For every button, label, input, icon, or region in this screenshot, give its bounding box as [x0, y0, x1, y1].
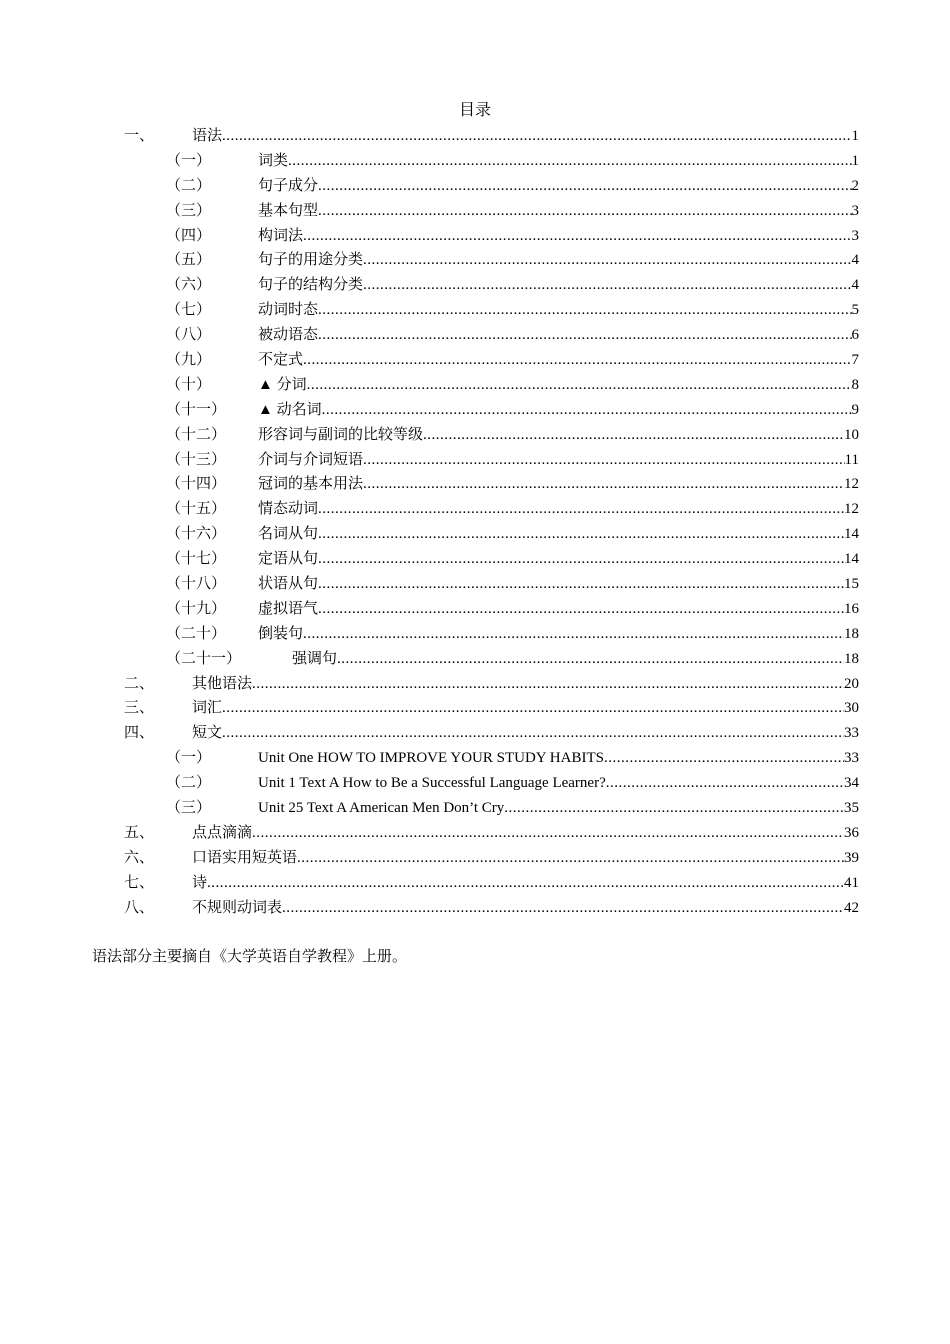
toc-dot-leader — [318, 298, 851, 323]
toc-entry-page-number[interactable]: 34 — [844, 775, 859, 792]
toc-entry-line — [258, 323, 859, 348]
toc-entry-number: 五、 — [124, 824, 155, 841]
toc-entry[interactable] — [0, 846, 950, 871]
toc-entry-line — [258, 298, 859, 323]
toc-entry-number: （四） — [166, 227, 212, 244]
toc-entry-line — [258, 497, 859, 522]
toc-entry[interactable] — [0, 348, 950, 373]
toc-entry[interactable] — [0, 896, 950, 921]
toc-dot-leader — [297, 846, 844, 871]
toc-entry-page-number[interactable]: 1 — [851, 152, 859, 169]
toc-entry-label[interactable]: 句子的结构分类 — [258, 277, 364, 294]
toc-dot-leader — [337, 647, 844, 672]
toc-entry-label[interactable]: 状语从句 — [258, 576, 319, 593]
toc-entry-line — [258, 199, 859, 224]
toc-entry[interactable] — [0, 398, 950, 423]
toc-entry-page-number[interactable]: 30 — [844, 700, 859, 717]
toc-dot-leader — [282, 896, 844, 921]
toc-dot-leader — [222, 124, 851, 149]
toc-entry-line — [258, 174, 859, 199]
toc-entry-label[interactable]: 基本句型 — [258, 202, 319, 219]
toc-dot-leader — [252, 821, 844, 846]
toc-entry-line — [258, 622, 859, 647]
toc-entry-number: （十二） — [166, 426, 227, 443]
toc-entry[interactable] — [0, 647, 950, 672]
toc-entry[interactable] — [0, 174, 950, 199]
toc-entry-line — [258, 348, 859, 373]
toc-entry-page-number[interactable]: 14 — [844, 551, 859, 568]
toc-entry-number: 四、 — [124, 725, 155, 742]
toc-entry-page-number[interactable]: 8 — [851, 376, 859, 393]
toc-entry-line — [258, 746, 859, 771]
toc-entry-page-number[interactable]: 14 — [844, 526, 859, 543]
toc-entry-number: 八、 — [124, 899, 155, 916]
toc-entry[interactable] — [0, 547, 950, 572]
toc-entry-number: （二十一） — [166, 650, 242, 667]
toc-dot-leader — [318, 547, 844, 572]
toc-entry-page-number[interactable]: 33 — [844, 750, 859, 767]
toc-entry[interactable] — [0, 248, 950, 273]
toc-entry-label[interactable]: 诗 — [192, 874, 208, 891]
toc-entry[interactable] — [0, 746, 950, 771]
toc-entry-line — [258, 423, 859, 448]
toc-entry-label[interactable]: 构词法 — [258, 227, 304, 244]
toc-dot-leader — [207, 871, 844, 896]
toc-entry-page-number[interactable]: 5 — [851, 302, 859, 319]
toc-entry[interactable] — [0, 149, 950, 174]
toc-entry-label[interactable]: 形容词与副词的比较等级 — [258, 426, 424, 443]
toc-entry-line — [192, 896, 859, 921]
toc-entry-number: （五） — [166, 252, 212, 269]
toc-entry-number: （六） — [166, 277, 212, 294]
toc-dot-leader — [318, 497, 844, 522]
page-title: 目录 — [458, 102, 491, 119]
toc-dot-leader — [504, 796, 844, 821]
toc-entry-number: （八） — [166, 327, 212, 344]
toc-entry-number: （三） — [166, 202, 212, 219]
toc-entry[interactable] — [0, 821, 950, 846]
footer-note: 语法部分主要摘自《大学英语自学教程》上册。 — [92, 949, 408, 965]
toc-entry-number: （十四） — [166, 476, 227, 493]
toc-dot-leader — [604, 746, 844, 771]
toc-entry-line — [292, 647, 859, 672]
toc-entry-page-number[interactable]: 20 — [844, 675, 859, 692]
toc-entry-line — [192, 871, 859, 896]
toc-entry-number: 七、 — [124, 874, 155, 891]
toc-entry-line — [192, 124, 859, 149]
toc-entry-line — [258, 373, 859, 398]
toc-entry[interactable] — [0, 796, 950, 821]
toc-entry-label[interactable]: 被动语态 — [258, 327, 319, 344]
toc-entry[interactable] — [0, 423, 950, 448]
toc-entry[interactable] — [0, 298, 950, 323]
toc-entry-label[interactable]: ▲ 动名词 — [258, 401, 322, 418]
toc-entry-line — [192, 821, 859, 846]
toc-entry-page-number[interactable]: 12 — [844, 476, 859, 493]
toc-entry-label[interactable]: 句子成分 — [258, 177, 319, 194]
toc-entry-label[interactable]: Unit One HOW TO IMPROVE YOUR STUDY HABITS — [258, 750, 604, 767]
toc-entry-label[interactable]: Unit 1 Text A How to Be a Successful Language Learner? — [258, 775, 606, 792]
toc-dot-leader — [318, 522, 844, 547]
toc-entry-line — [258, 224, 859, 249]
toc-dot-leader — [222, 696, 844, 721]
toc-dot-leader — [363, 472, 844, 497]
toc-entry-page-number[interactable]: 18 — [844, 650, 859, 667]
toc-dot-leader — [606, 771, 844, 796]
toc-entry-number: （一） — [166, 750, 212, 767]
toc-entry-page-number[interactable]: 4 — [851, 252, 859, 269]
toc-entry-number: （三） — [166, 800, 212, 817]
toc-entry-number: 三、 — [124, 700, 155, 717]
toc-entry-number: （九） — [166, 352, 212, 369]
toc-dot-leader — [318, 597, 844, 622]
toc-entry-label[interactable]: 语法 — [192, 128, 223, 144]
toc-entry-line — [258, 796, 859, 821]
toc-entry[interactable] — [0, 597, 950, 622]
toc-entry[interactable] — [0, 224, 950, 249]
toc-entry-page-number[interactable]: 18 — [844, 625, 859, 642]
toc-dot-leader — [303, 622, 844, 647]
toc-entry-page-number[interactable]: 9 — [851, 401, 859, 418]
toc-entry-line — [192, 672, 859, 697]
toc-dot-leader — [252, 672, 844, 697]
toc-entry-page-number[interactable]: 4 — [851, 277, 859, 294]
toc-entry-line — [258, 547, 859, 572]
toc-entry-page-number[interactable]: 16 — [844, 600, 859, 617]
toc-dot-leader — [318, 323, 851, 348]
toc-entry-number: （二） — [166, 775, 212, 792]
toc-entry-line — [258, 597, 859, 622]
toc-entry-number: （十三） — [166, 451, 227, 468]
toc-entry[interactable] — [0, 622, 950, 647]
toc-entry-number: （十八） — [166, 576, 227, 593]
toc-entry-label[interactable]: 不规则动词表 — [192, 899, 283, 916]
toc-entry[interactable] — [0, 273, 950, 298]
toc-dot-leader — [307, 373, 852, 398]
toc-entry-label[interactable]: 其他语法 — [192, 675, 253, 692]
toc-entry-page-number[interactable]: 42 — [844, 899, 859, 916]
toc-entry-line — [258, 448, 859, 473]
toc-entry[interactable] — [0, 472, 950, 497]
toc-dot-leader — [288, 149, 851, 174]
toc-entry-line — [258, 398, 859, 423]
toc-entry-page-number[interactable]: 6 — [851, 327, 859, 344]
toc-entry-page-number[interactable]: 12 — [844, 501, 859, 518]
toc-entry-page-number[interactable]: 2 — [851, 177, 859, 194]
toc-dot-leader — [363, 273, 851, 298]
toc-entry-line — [258, 522, 859, 547]
toc-entry-page-number[interactable]: 3 — [851, 202, 859, 219]
toc-entry[interactable] — [0, 572, 950, 597]
toc-entry-page-number[interactable]: 15 — [844, 576, 859, 593]
toc-entry[interactable] — [0, 721, 950, 746]
toc-entry[interactable] — [0, 497, 950, 522]
toc-entry-label[interactable]: 名词从句 — [258, 526, 319, 543]
toc-entry-number: 一、 — [124, 128, 155, 144]
toc-entry-number: （十七） — [166, 551, 227, 568]
toc-entry[interactable] — [0, 323, 950, 348]
toc-entry[interactable] — [0, 871, 950, 896]
toc-entry-page-number[interactable]: 1 — [851, 128, 859, 144]
toc-dot-leader — [363, 248, 851, 273]
toc-entry-label[interactable]: 动词时态 — [258, 302, 319, 319]
toc-entry-line — [192, 846, 859, 871]
toc-entry-label[interactable]: 口语实用短英语 — [192, 849, 298, 866]
toc-entry-number: （二十） — [166, 625, 227, 642]
toc-entry[interactable] — [0, 124, 950, 149]
toc-dot-leader — [222, 721, 844, 746]
toc-entry-label[interactable]: 词类 — [258, 152, 289, 169]
toc-entry-number: （二） — [166, 177, 212, 194]
toc-entry-label[interactable]: 不定式 — [258, 352, 304, 369]
toc-entry-label[interactable]: 句子的用途分类 — [258, 252, 364, 269]
toc-entry[interactable] — [0, 771, 950, 796]
toc-entry-label[interactable]: ▲ 分词 — [258, 376, 307, 393]
toc-entry-line — [258, 248, 859, 273]
toc-entry-page-number[interactable]: 7 — [851, 352, 859, 369]
toc-entry[interactable] — [0, 522, 950, 547]
toc-entry-label[interactable]: 词汇 — [192, 700, 223, 717]
toc-entry-number: （一） — [166, 152, 212, 169]
toc-entry-line — [192, 721, 859, 746]
toc-entry-label[interactable]: 倒装句 — [258, 625, 304, 642]
toc-entry-page-number[interactable]: 41 — [844, 874, 859, 891]
toc-entry[interactable] — [0, 672, 950, 697]
toc-entry-label[interactable]: 短文 — [192, 725, 223, 742]
toc-entry-page-number[interactable]: 33 — [844, 725, 859, 742]
toc-entry-number: （七） — [166, 302, 212, 319]
toc-entry-number: （十一） — [166, 401, 227, 418]
toc-entry-label[interactable]: 点点滴滴 — [192, 824, 253, 841]
toc-entry-number: 二、 — [124, 675, 155, 692]
table-of-contents — [0, 124, 950, 921]
toc-entry-label[interactable]: 虚拟语气 — [258, 600, 319, 617]
toc-entry[interactable] — [0, 448, 950, 473]
toc-dot-leader — [318, 572, 844, 597]
toc-entry-label[interactable]: 情态动词 — [258, 501, 319, 518]
toc-entry-number: （十） — [166, 376, 212, 393]
toc-entry-page-number[interactable]: 10 — [844, 426, 859, 443]
toc-entry-number: （十九） — [166, 600, 227, 617]
toc-entry[interactable] — [0, 373, 950, 398]
toc-entry-label[interactable]: 冠词的基本用法 — [258, 476, 364, 493]
toc-entry-label[interactable]: 介词与介词短语 — [258, 451, 364, 468]
toc-entry-page-number[interactable]: 11 — [844, 451, 859, 468]
toc-entry-line — [258, 572, 859, 597]
toc-entry-number: 六、 — [124, 849, 155, 866]
toc-entry-line — [192, 696, 859, 721]
toc-entry-line — [258, 472, 859, 497]
toc-dot-leader — [318, 174, 851, 199]
toc-entry-page-number[interactable]: 36 — [844, 824, 859, 841]
toc-dot-leader — [303, 224, 851, 249]
toc-entry-label[interactable]: Unit 25 Text A American Men Don’t Cry — [258, 800, 505, 817]
toc-dot-leader — [303, 348, 851, 373]
toc-entry-line — [258, 149, 859, 174]
toc-entry-page-number[interactable]: 39 — [844, 849, 859, 866]
toc-entry[interactable] — [0, 199, 950, 224]
toc-entry-line — [258, 771, 859, 796]
toc-entry-label[interactable]: 定语从句 — [258, 551, 319, 568]
toc-entry-page-number[interactable]: 35 — [844, 800, 859, 817]
toc-entry[interactable] — [0, 696, 950, 721]
toc-entry-number: （十五） — [166, 501, 227, 518]
toc-dot-leader — [363, 448, 845, 473]
toc-entry-label[interactable]: 强调句 — [292, 650, 338, 667]
toc-entry-line — [258, 273, 859, 298]
toc-dot-leader — [423, 423, 844, 448]
toc-entry-page-number[interactable]: 3 — [851, 227, 859, 244]
toc-dot-leader — [318, 199, 851, 224]
toc-dot-leader — [322, 398, 852, 423]
toc-entry-number: （十六） — [166, 526, 227, 543]
